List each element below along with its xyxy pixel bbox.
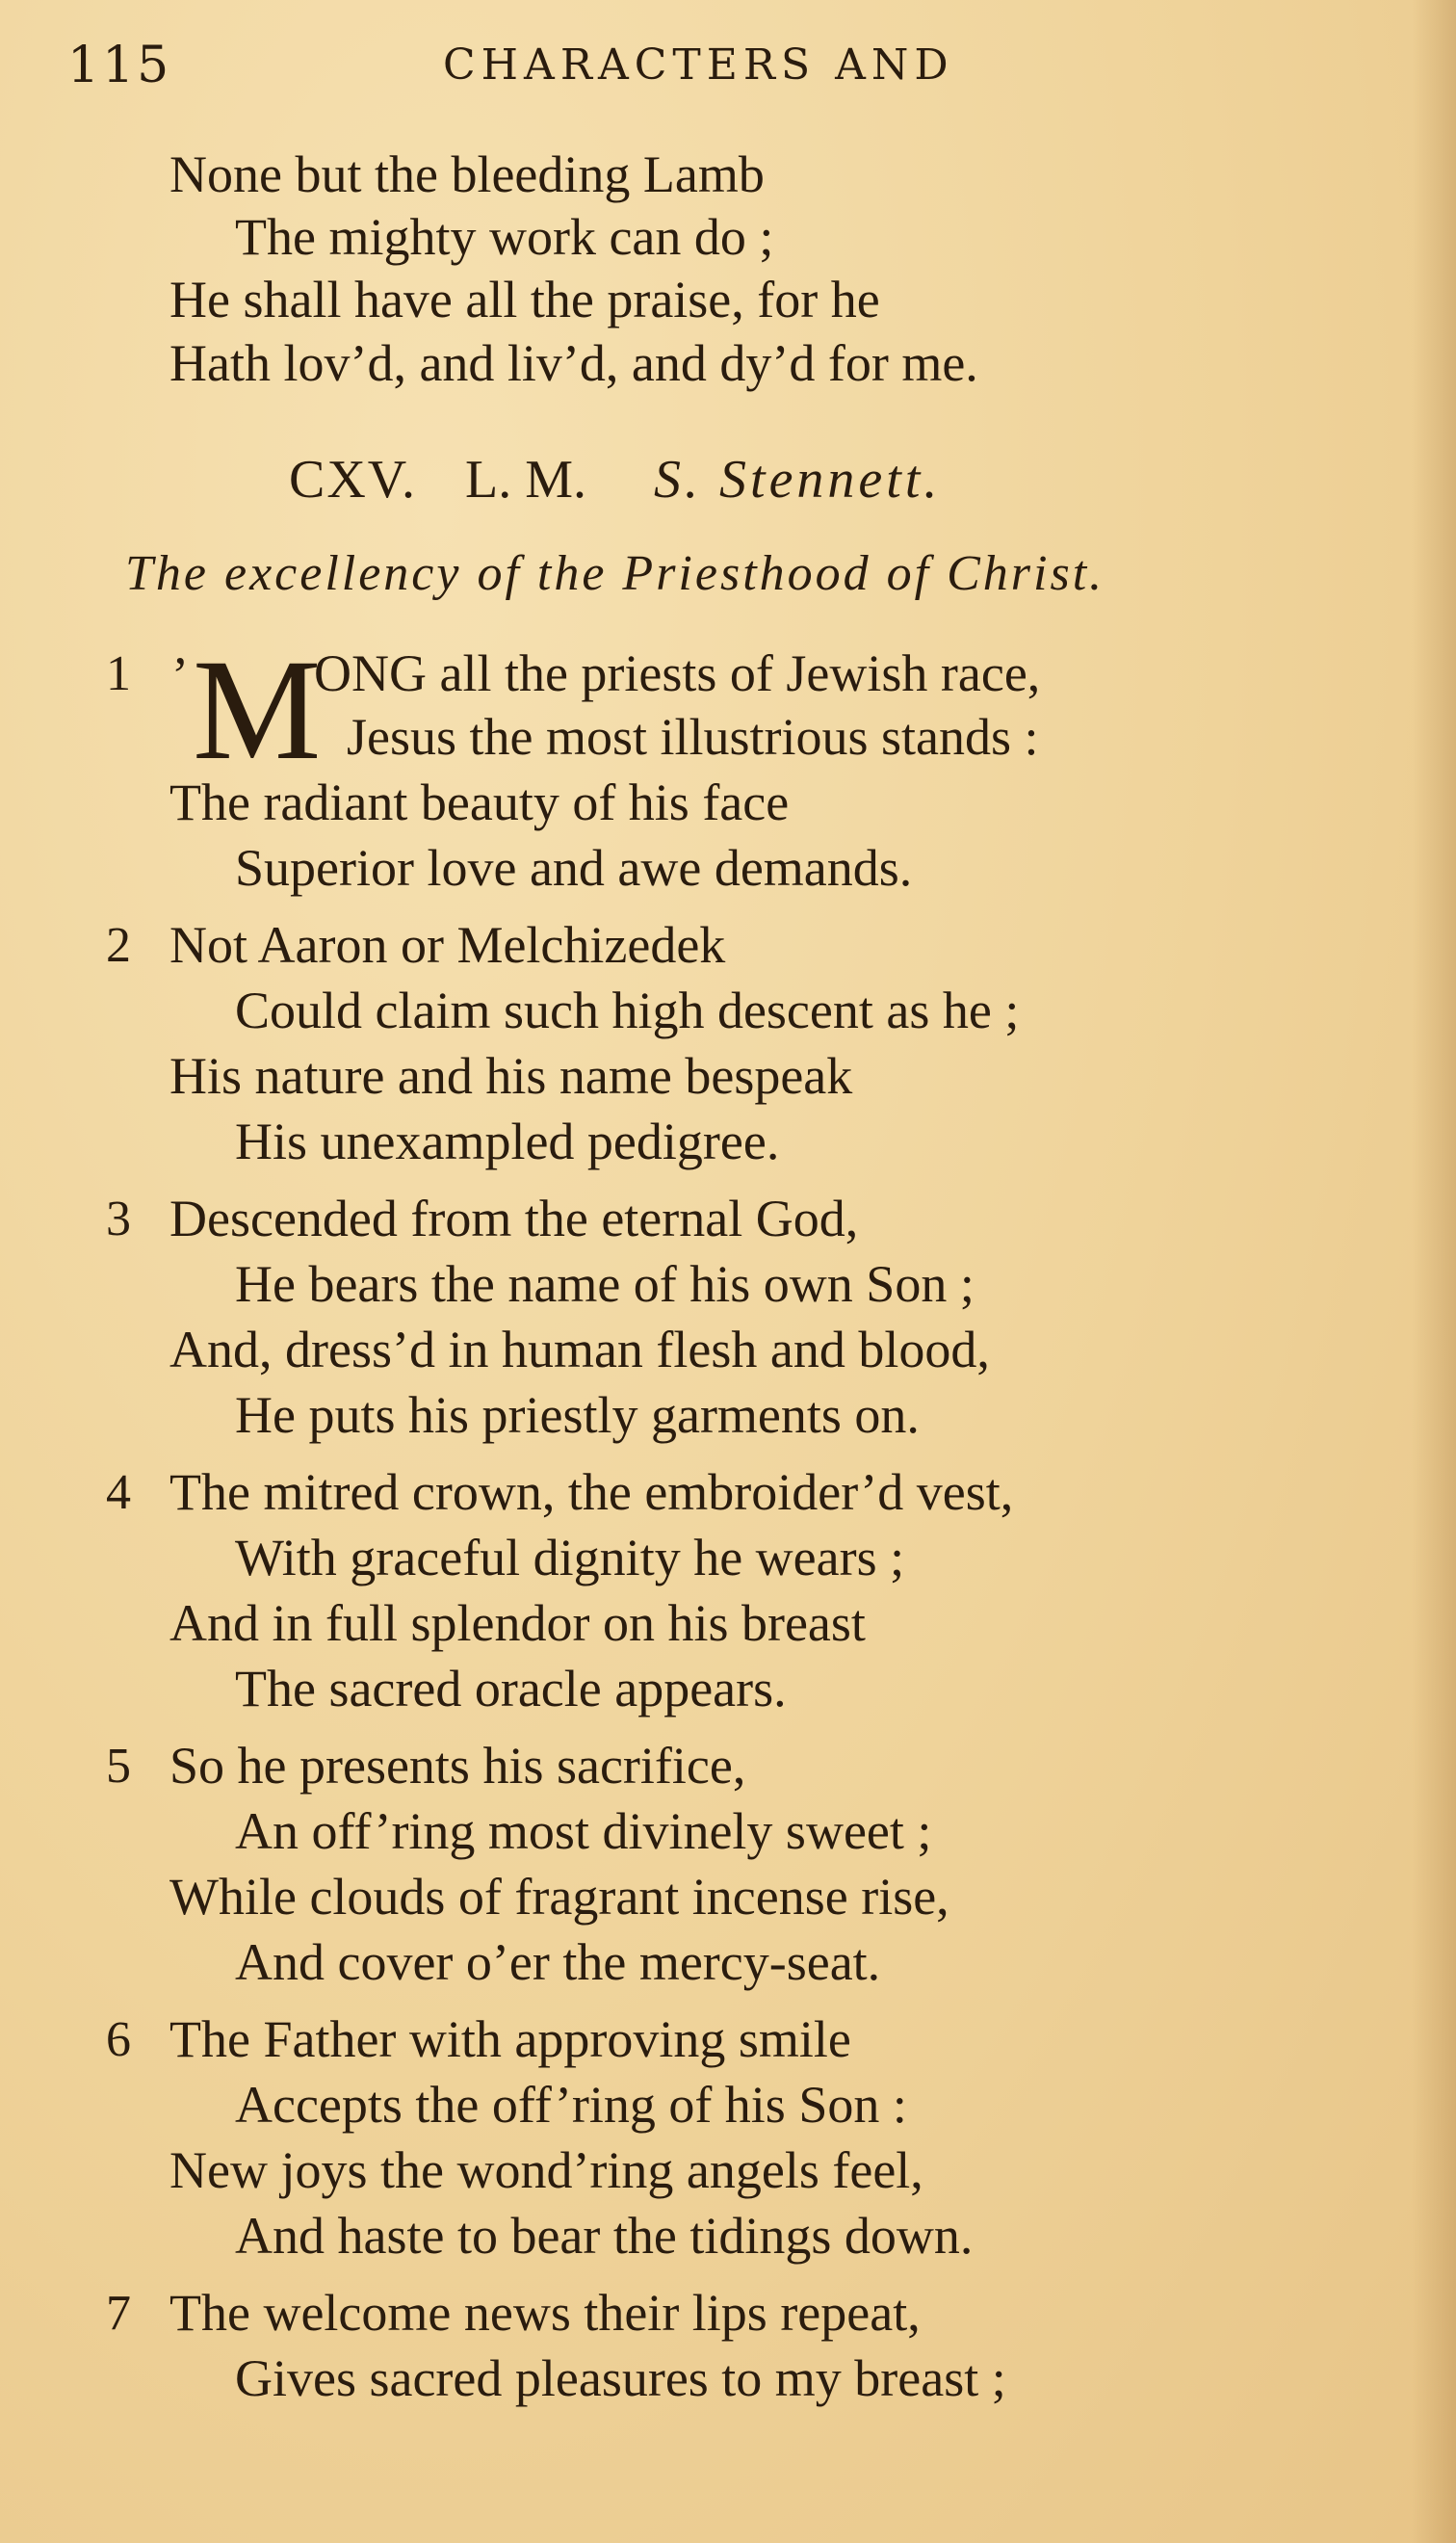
stanza-line: His nature and his name bespeak: [169, 1047, 853, 1105]
stanza-line: With graceful dignity he wears ;: [235, 1529, 905, 1586]
stanza-line: And, dress’d in human flesh and blood,: [169, 1321, 990, 1378]
previous-hymn-line: None but the bleeding Lamb: [169, 145, 765, 203]
stanza-line: The Father with approving smile: [169, 2010, 851, 2068]
hymn-number: CXV.: [289, 450, 418, 510]
stanza-number: 7: [106, 2286, 131, 2341]
stanza-line: He puts his priestly garments on.: [235, 1386, 920, 1444]
stanza-line: While clouds of fragrant incense rise,: [169, 1868, 949, 1926]
stanza-line: The radiant beauty of his face: [169, 773, 790, 831]
stanza-line: Jesus the most illustrious stands :: [347, 708, 1039, 766]
stanza-line: And haste to bear the tidings down.: [235, 2207, 974, 2265]
stanza-line: So he presents his sacrifice,: [169, 1737, 746, 1795]
stanza-line: An off’ring most divinely sweet ;: [235, 1802, 932, 1860]
hymn-author: S. Stennett.: [654, 450, 942, 510]
stanza-number: 3: [106, 1192, 131, 1246]
stanza-line: ONG all the priests of Jewish race,: [314, 644, 1041, 702]
drop-cap-apostrophe: ’: [171, 646, 189, 704]
stanza-line: His unexampled pedigree.: [235, 1113, 780, 1170]
stanza-line: And cover o’er the mercy-seat.: [235, 1933, 881, 1991]
stanza-line: Could claim such high descent as he ;: [235, 982, 1020, 1039]
stanza-line: New joys the wond’ring angels feel,: [169, 2141, 923, 2199]
stanza-line: Not Aaron or Melchizedek: [169, 916, 726, 974]
drop-cap: M: [193, 630, 322, 790]
stanza-line: The sacred oracle appears.: [235, 1660, 787, 1717]
page-number: 115: [67, 37, 172, 94]
stanza-line: And in full splendor on his breast: [169, 1594, 866, 1652]
hymn-subtitle: The excellency of the Priesthood of Christ.: [125, 546, 1105, 601]
stanza-line: The welcome news their lips repeat,: [169, 2284, 921, 2342]
stanza-number: 5: [106, 1739, 131, 1794]
running-head: [67, 37, 1417, 104]
stanza-line: Superior love and awe demands.: [235, 839, 913, 897]
stanza-line: Gives sacred pleasures to my breast ;: [235, 2349, 1006, 2407]
stanza-line: Descended from the eternal God,: [169, 1190, 859, 1247]
page-edge-shadow: [1412, 0, 1456, 2543]
stanza-line: The mitred crown, the embroider’d vest,: [169, 1463, 1014, 1521]
previous-hymn-line: Hath lov’d, and liv’d, and dy’d for me.: [169, 334, 978, 392]
stanza-number: 6: [106, 2012, 131, 2067]
stanza-number: 4: [106, 1465, 131, 1520]
running-head-title: CHARACTERS AND: [443, 40, 954, 90]
stanza-line: Accepts the off’ring of his Son :: [235, 2076, 907, 2134]
stanza-number: 1: [106, 646, 131, 701]
previous-hymn-line: The mighty work can do ;: [235, 208, 774, 266]
previous-hymn-line: He shall have all the praise, for he: [169, 271, 880, 328]
hymn-meter: L. M.: [465, 450, 587, 510]
stanza-line: He bears the name of his own Son ;: [235, 1255, 975, 1313]
hymn-heading: [289, 449, 941, 511]
stanza-number: 2: [106, 918, 131, 973]
